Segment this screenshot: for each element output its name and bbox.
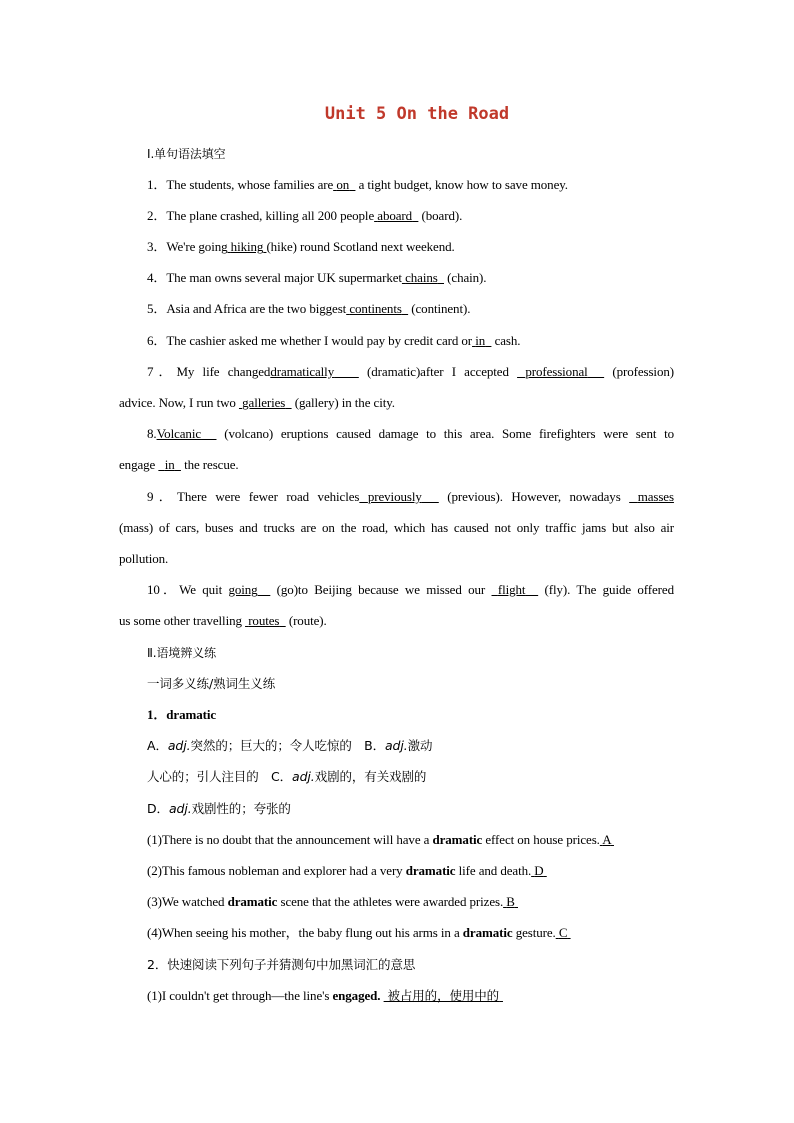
answer-blank: on [336, 177, 350, 192]
answer-blank: routes [248, 613, 280, 628]
answer-blank: B [506, 894, 515, 909]
list-item: 1．The students, whose families are on a tight budget, know how to save money. [147, 177, 568, 192]
list-item: 7．My life changeddramatically (dramatic)after I accepted professional (profession) [147, 364, 674, 379]
list-item: 5．Asia and Africa are the two biggest continents (continent). [147, 301, 471, 316]
answer-blank: chains [405, 270, 438, 285]
example-sentence: (1)I couldn't get through—the line's engaged. 被占用的，使用中的 [147, 987, 503, 1005]
answer-blank: aboard [377, 208, 413, 223]
example-sentence: (1)There is no doubt that the announcement will have a dramatic effect on house prices. A [147, 831, 614, 849]
answer-blank: 被占用的，使用中的 [387, 988, 500, 1003]
answer-blank: in [164, 457, 175, 472]
answer-blank: galleries [242, 395, 286, 410]
example-sentence: (3)We watched dramatic scene that the athletes were awarded prizes. B [147, 893, 518, 911]
option-line: A．adj.突然的；巨大的；令人吃惊的 B．adj.激动 [147, 738, 433, 753]
answer-blank: flight [497, 582, 526, 597]
list-item: 4．The man owns several major UK supermarket chains (chain). [147, 270, 487, 285]
question-title: 1．dramatic [147, 707, 217, 722]
answer-blank: A [602, 832, 611, 847]
list-item: 9．There were fewer road vehicles previously (previous). However, nowadays masses [147, 489, 674, 504]
answer-blank: D [534, 863, 544, 878]
section-1-heading: Ⅰ.单句语法填空 [147, 147, 226, 161]
list-item: 10．We quit going (go)to Beijing because we missed our flight (fly). The guide offered [147, 582, 674, 597]
answer-blank: professional [525, 364, 588, 379]
answer-blank: masses [637, 489, 674, 504]
page-title: Unit 5 On the Road [324, 104, 510, 124]
list-item-continuation: (mass) of cars, buses and trucks are on the road, which has caused not only traffic jams but also air [119, 520, 674, 535]
list-item-continuation: pollution. [119, 551, 169, 566]
list-item: 2．The plane crashed, killing all 200 people aboard (board). [147, 208, 463, 223]
answer-blank: going [228, 582, 258, 597]
answer-blank: hiking [230, 239, 264, 254]
option-line: D．adj.戏剧性的；夸张的 [147, 801, 291, 816]
list-item: 6．The cashier asked me whether I would pay by credit card or in cash. [147, 333, 521, 348]
question-title: 2．快速阅读下列句子并猜测句中加黑词汇的意思 [147, 957, 416, 972]
subsection-heading: 一词多义练/熟词生义练 [147, 676, 276, 691]
example-sentence: (4)When seeing his mother，the baby flung out his arms in a dramatic gesture. C [147, 924, 571, 942]
answer-blank: dramatically [270, 364, 335, 379]
section-2-heading: Ⅱ.语境辨义练 [147, 646, 217, 660]
option-line: 人心的；引人注目的 C．adj.戏剧的，有关戏剧的 [147, 769, 427, 784]
list-item: 3．We're going hiking (hike) round Scotland next weekend. [147, 239, 455, 254]
answer-blank: Volcanic [156, 426, 202, 441]
example-sentence: (2)This famous nobleman and explorer had a very dramatic life and death. D [147, 862, 547, 880]
answer-blank: C [558, 925, 568, 940]
list-item: 8.Volcanic (volcano) eruptions caused damage to this area. Some firefighters were sent to [147, 426, 674, 441]
answer-blank: in [475, 333, 486, 348]
list-item-continuation: advice. Now, I run two galleries (gallery) in the city. [119, 395, 395, 410]
answer-blank: continents [349, 301, 402, 316]
list-item-continuation: engage in the rescue. [119, 457, 239, 472]
list-item-continuation: us some other travelling routes (route). [119, 613, 327, 628]
answer-blank: previously [367, 489, 422, 504]
